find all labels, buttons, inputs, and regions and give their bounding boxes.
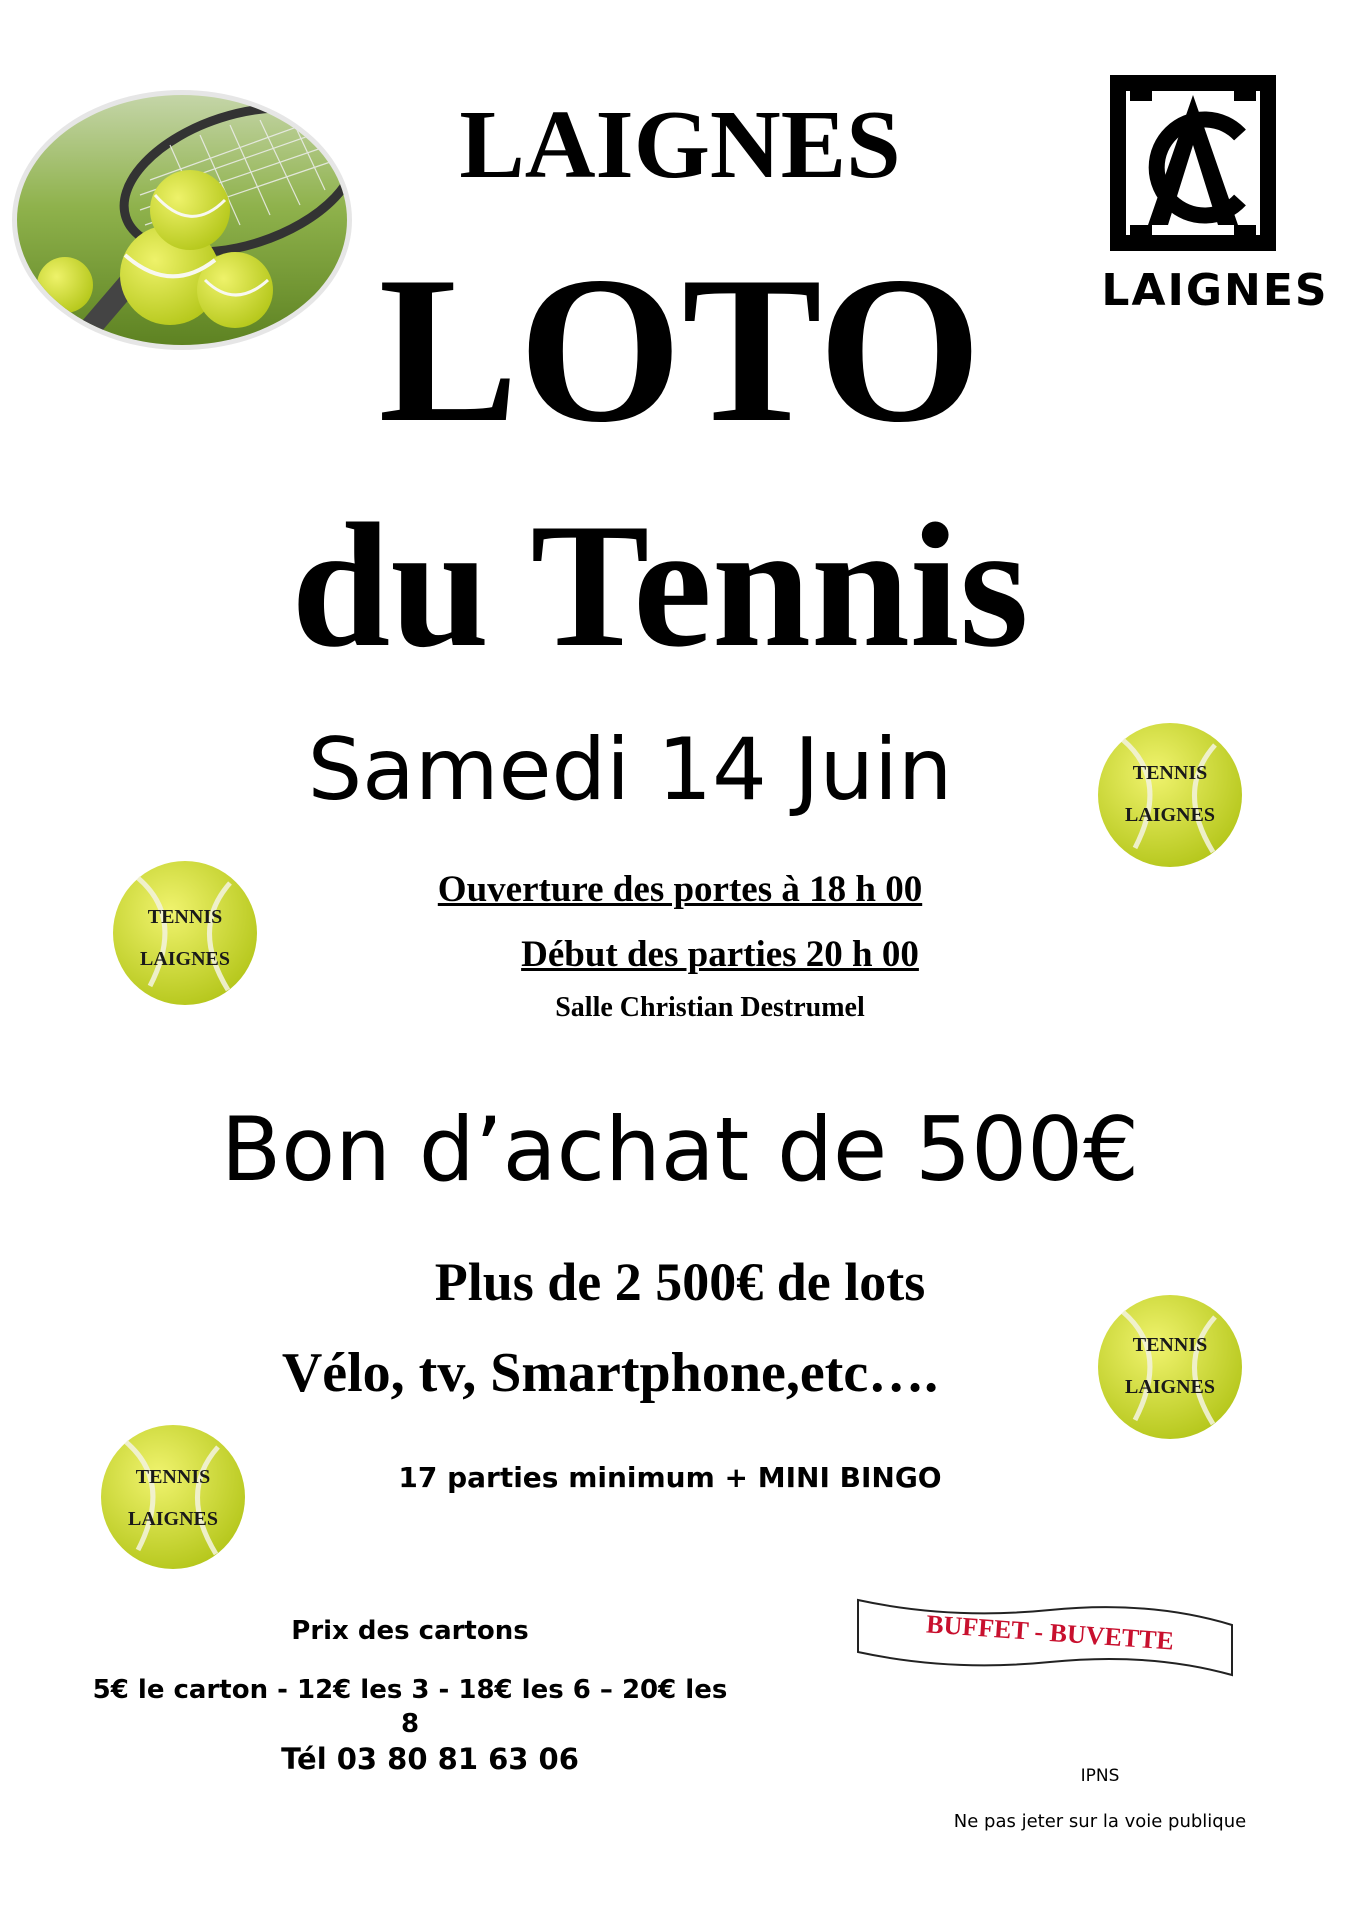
tennis-ball-badge (110, 858, 260, 1008)
main-prize: Bon d’achat de 500€ (220, 1098, 1140, 1201)
club-logo (1101, 75, 1330, 330)
tennis-ball-badge (1095, 1292, 1245, 1442)
tennis-ball-icon (98, 1422, 248, 1572)
tennis-ball-badge (1095, 720, 1245, 870)
event-date: Samedi 14 Juin (307, 720, 953, 820)
card-prices-list: 5€ le carton - 12€ les 3 - 18€ les 6 – 20€ les 8 (92, 1675, 728, 1739)
ball-line1: TENNIS (135, 1466, 211, 1488)
ball-line1: TENNIS (147, 906, 223, 928)
tennis-balls-photo (10, 85, 355, 355)
buffet-banner (850, 1580, 1240, 1690)
tennis-title: du Tennis (291, 486, 1029, 684)
tennis-ball-icon (110, 858, 260, 1008)
tennis-ball-badge (98, 1422, 248, 1572)
card-prices-title: Prix des cartons (291, 1616, 529, 1646)
ball-line2: LAIGNES (127, 1508, 219, 1530)
loto-title: LOTO (378, 234, 982, 466)
contact-phone: Tél 03 80 81 63 06 (281, 1742, 579, 1776)
prizes-total: Plus de 2 500€ de lots (434, 1252, 926, 1312)
tennis-ball-icon (1095, 720, 1245, 870)
tennis-ball-icon (1095, 1292, 1245, 1442)
club-emblem-icon (1110, 75, 1330, 255)
ball-line2: LAIGNES (139, 948, 231, 970)
prizes-list: Vélo, tv, Smartphone,etc…. (281, 1342, 939, 1404)
ball-line1: TENNIS (1132, 1334, 1208, 1356)
ball-line2: LAIGNES (1124, 1376, 1216, 1398)
town-heading: LAIGNES (459, 91, 901, 199)
litter-notice: Ne pas jeter sur la voie publique (953, 1811, 1247, 1832)
ipns-label: IPNS (1080, 1766, 1120, 1786)
ball-line1: TENNIS (1132, 762, 1208, 784)
venue-name: Salle Christian Destrumel (555, 992, 865, 1023)
doors-opening-time: Ouverture des portes à 18 h 00 (437, 869, 923, 910)
games-start-time: Début des parties 20 h 00 (521, 934, 919, 975)
ball-line2: LAIGNES (1124, 804, 1216, 826)
buffet-text: BUFFET - BUVETTE (925, 1609, 1175, 1656)
logo-text: LAIGNES (1101, 265, 1329, 316)
games-info: 17 parties minimum + MINI BINGO (398, 1461, 942, 1494)
